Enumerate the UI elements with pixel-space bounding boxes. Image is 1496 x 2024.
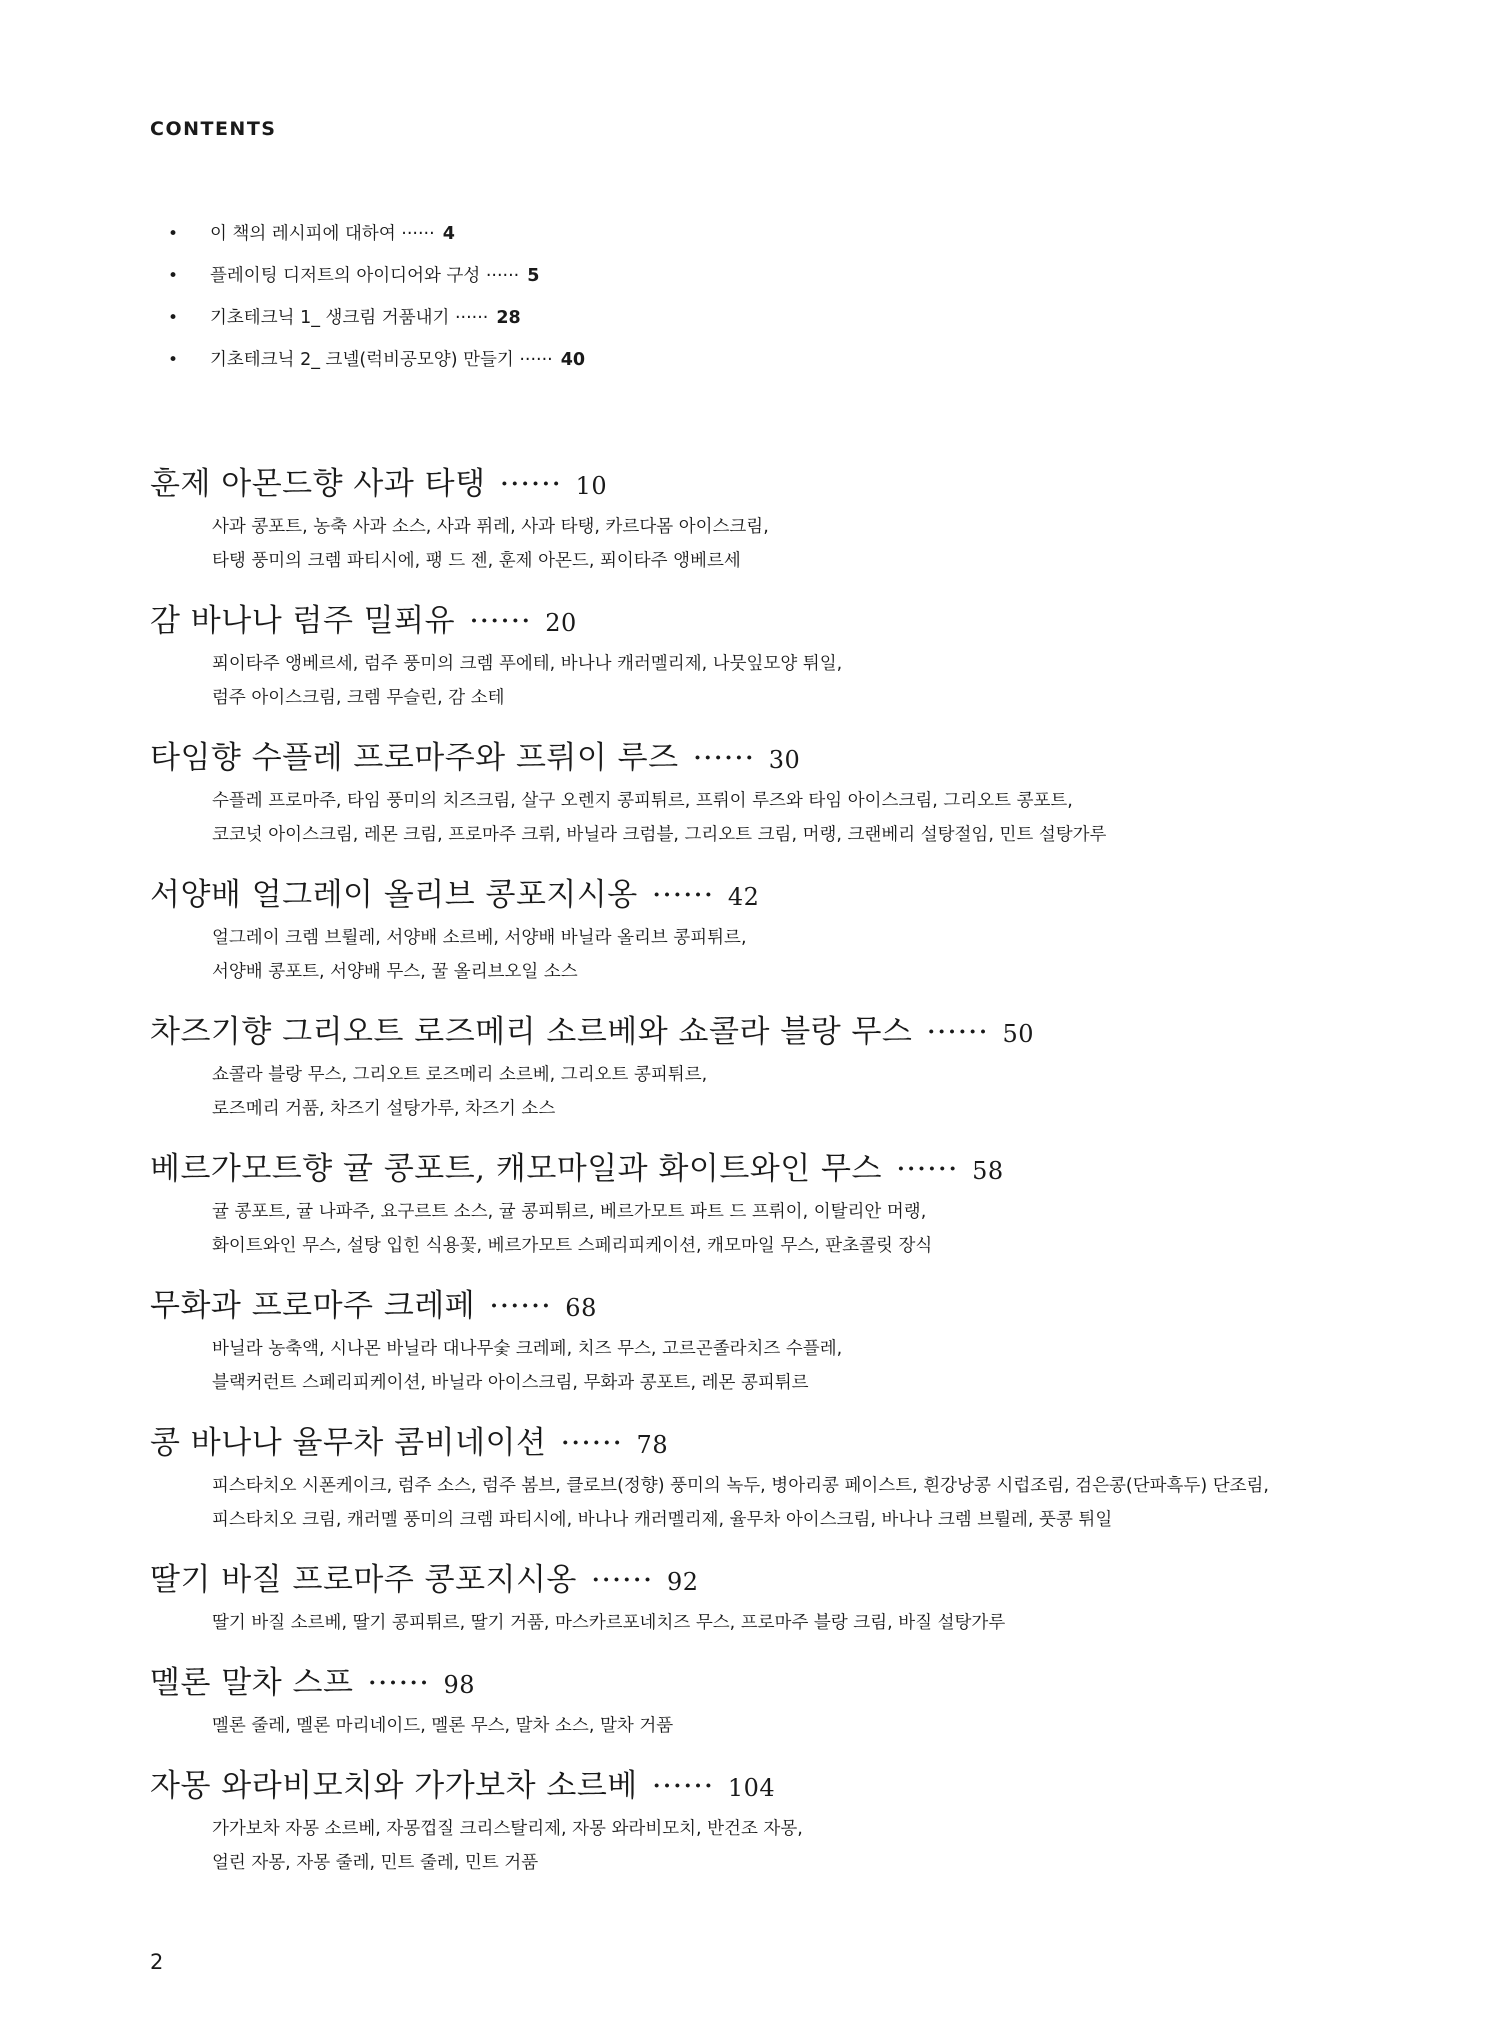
recipe-title-line (150, 1419, 1450, 1469)
recipe-page: 20 (545, 609, 577, 637)
component-line: 피스타치오 크림, 캐러멜 풍미의 크렘 파티시에, 바나나 캐러멜리제, 율무차 아이스크림, 바나나 크렘 브륄레, 풋콩 튀일 (212, 1510, 1113, 1530)
component-line: 얼그레이 크렘 브륄레, 서양배 소르베, 서양배 바닐라 올리브 콩피튀르, (212, 928, 747, 948)
recipe-title: 콩 바나나 율무차 콤비네이션 (150, 1425, 547, 1461)
intro-item[interactable] (168, 218, 585, 260)
intro-item[interactable] (168, 344, 585, 386)
component-line: 화이트와인 무스, 설탕 입힌 식용꽃, 베르가모트 스페리피케이션, 캐모마일 무스, 판초콜릿 장식 (212, 1236, 933, 1256)
recipe-title-line (150, 460, 1450, 510)
intro-item-label: 이 책의 레시피에 대하여 ······ (210, 224, 435, 244)
leader-dots: ······ (489, 1288, 552, 1324)
recipe-components (212, 921, 1450, 989)
leader-dots: ······ (560, 1425, 623, 1461)
recipe-title-line (150, 1556, 1450, 1606)
bullet-icon: • (168, 308, 179, 328)
recipe-entry[interactable] (150, 597, 1450, 734)
page-number: 2 (150, 1950, 164, 1974)
recipe-entry[interactable] (150, 1008, 1450, 1145)
component-line: 럼주 아이스크림, 크렘 무슬린, 감 소테 (212, 688, 505, 708)
component-line: 타탱 풍미의 크렘 파티시에, 팽 드 젠, 훈제 아몬드, 푀이타주 앵베르세 (212, 551, 741, 571)
intro-item-page: 4 (442, 224, 455, 244)
recipe-title-line (150, 1659, 1450, 1709)
component-line: 바닐라 농축액, 시나몬 바닐라 대나무숯 크레페, 치즈 무스, 고르곤졸라치즈 수플레, (212, 1339, 843, 1359)
recipe-components (212, 1812, 1450, 1880)
component-line: 피스타치오 시폰케이크, 럼주 소스, 럼주 봄브, 클로브(정향) 풍미의 녹두, 병아리콩 페이스트, 흰강낭콩 시럽조림, 검은콩(단파흑두) 단조림, (212, 1476, 1269, 1496)
intro-item-label: 기초테크닉 2_ 크넬(럭비공모양) 만들기 ······ (210, 350, 553, 370)
leader-dots: ······ (651, 877, 714, 913)
recipe-title-line (150, 734, 1450, 784)
recipe-components (212, 1709, 1450, 1743)
recipe-title: 딸기 바질 프로마주 콩포지시옹 (150, 1562, 577, 1598)
recipe-page: 92 (666, 1568, 699, 1596)
recipe-title: 타임향 수플레 프로마주와 프뤼이 루즈 (150, 740, 679, 776)
recipe-page: 78 (636, 1431, 669, 1459)
recipe-list (150, 460, 1450, 1899)
intro-item-page: 28 (496, 308, 521, 328)
recipe-title: 감 바나나 럼주 밀푀유 (150, 603, 456, 639)
recipe-components (212, 1332, 1450, 1400)
recipe-title-line (150, 1762, 1450, 1812)
recipe-entry[interactable] (150, 734, 1450, 871)
component-line: 얼린 자몽, 자몽 줄레, 민트 줄레, 민트 거품 (212, 1853, 539, 1873)
intro-item-page: 40 (560, 350, 586, 370)
bullet-icon: • (168, 224, 179, 244)
recipe-title: 서양배 얼그레이 올리브 콩포지시옹 (150, 877, 638, 913)
recipe-entry[interactable] (150, 1659, 1450, 1762)
recipe-components (212, 1469, 1450, 1537)
recipe-page: 50 (1002, 1020, 1035, 1048)
component-line: 푀이타주 앵베르세, 럼주 풍미의 크렘 푸에테, 바나나 캐러멜리제, 나뭇잎모양 튀일, (212, 654, 843, 674)
component-line: 사과 콩포트, 농축 사과 소스, 사과 퓌레, 사과 타탱, 카르다몸 아이스크림, (212, 517, 769, 537)
recipe-entry[interactable] (150, 871, 1450, 1008)
recipe-title: 차즈기향 그리오트 로즈메리 소르베와 쇼콜라 블랑 무스 (150, 1014, 913, 1050)
recipe-components (212, 1195, 1450, 1263)
leader-dots: ······ (367, 1665, 430, 1701)
leader-dots: ······ (895, 1151, 959, 1187)
recipe-title: 자몽 와라비모치와 가가보차 소르베 (150, 1768, 638, 1804)
leader-dots: ······ (926, 1014, 989, 1050)
intro-item[interactable] (168, 302, 585, 344)
recipe-components (212, 1606, 1450, 1640)
component-line: 가가보차 자몽 소르베, 자몽껍질 크리스탈리제, 자몽 와라비모치, 반건조 자몽, (212, 1819, 803, 1839)
leader-dots: ······ (499, 466, 562, 502)
recipe-entry[interactable] (150, 460, 1450, 597)
component-line: 귤 콩포트, 귤 나파주, 요구르트 소스, 귤 콩피튀르, 베르가모트 파트 드 프뤼이, 이탈리안 머랭, (212, 1202, 927, 1222)
recipe-title-line (150, 1282, 1450, 1332)
intro-item-label: 기초테크닉 1_ 생크림 거품내기 ······ (210, 308, 489, 328)
component-line: 로즈메리 거품, 차즈기 설탕가루, 차즈기 소스 (212, 1099, 556, 1119)
recipe-page: 42 (727, 883, 760, 911)
recipe-page: 58 (972, 1157, 1004, 1185)
recipe-title: 훈제 아몬드향 사과 타탱 (150, 466, 486, 502)
bullet-icon: • (168, 350, 179, 370)
recipe-entry[interactable] (150, 1762, 1450, 1899)
intro-list (168, 218, 585, 386)
leader-dots: ······ (469, 603, 532, 639)
recipe-page: 10 (575, 472, 608, 500)
intro-item-label: 플레이팅 디저트의 아이디어와 구성 ······ (210, 266, 520, 286)
recipe-components (212, 647, 1450, 715)
component-line: 코코넛 아이스크림, 레몬 크림, 프로마주 크뤼, 바닐라 크럼블, 그리오트 크림, 머랭, 크랜베리 설탕절임, 민트 설탕가루 (212, 825, 1107, 845)
contents-heading: CONTENTS (150, 118, 277, 140)
leader-dots: ······ (590, 1562, 653, 1598)
recipe-entry[interactable] (150, 1556, 1450, 1659)
component-line: 멜론 줄레, 멜론 마리네이드, 멜론 무스, 말차 소스, 말차 거품 (212, 1716, 674, 1736)
component-line: 딸기 바질 소르베, 딸기 콩피튀르, 딸기 거품, 마스카르포네치즈 무스, 프로마주 블랑 크림, 바질 설탕가루 (212, 1613, 1006, 1633)
recipe-page: 104 (727, 1774, 776, 1802)
intro-item[interactable] (168, 260, 585, 302)
recipe-entry[interactable] (150, 1419, 1450, 1556)
recipe-title: 멜론 말차 스프 (150, 1665, 354, 1701)
component-line: 수플레 프로마주, 타임 풍미의 치즈크림, 살구 오렌지 콩피튀르, 프뤼이 루즈와 타임 아이스크림, 그리오트 콩포트, (212, 791, 1073, 811)
recipe-page: 30 (768, 746, 801, 774)
recipe-title-line (150, 1145, 1450, 1195)
recipe-page: 98 (443, 1671, 476, 1699)
component-line: 쇼콜라 블랑 무스, 그리오트 로즈메리 소르베, 그리오트 콩피튀르, (212, 1065, 708, 1085)
bullet-icon: • (168, 266, 179, 286)
leader-dots: ······ (651, 1768, 714, 1804)
recipe-entry[interactable] (150, 1282, 1450, 1419)
recipe-components (212, 784, 1450, 852)
recipe-title: 무화과 프로마주 크레페 (150, 1288, 476, 1324)
recipe-title: 베르가모트향 귤 콩포트, 캐모마일과 화이트와인 무스 (150, 1151, 882, 1187)
leader-dots: ······ (692, 740, 755, 776)
component-line: 서양배 콩포트, 서양배 무스, 꿀 올리브오일 소스 (212, 962, 578, 982)
intro-item-page: 5 (527, 266, 540, 286)
recipe-components (212, 1058, 1450, 1126)
recipe-title-line (150, 597, 1450, 647)
recipe-title-line (150, 871, 1450, 921)
component-line: 블랙커런트 스페리피케이션, 바닐라 아이스크림, 무화과 콩포트, 레몬 콩피튀르 (212, 1373, 809, 1393)
recipe-page: 68 (565, 1294, 597, 1322)
recipe-components (212, 510, 1450, 578)
recipe-title-line (150, 1008, 1450, 1058)
recipe-entry[interactable] (150, 1145, 1450, 1282)
